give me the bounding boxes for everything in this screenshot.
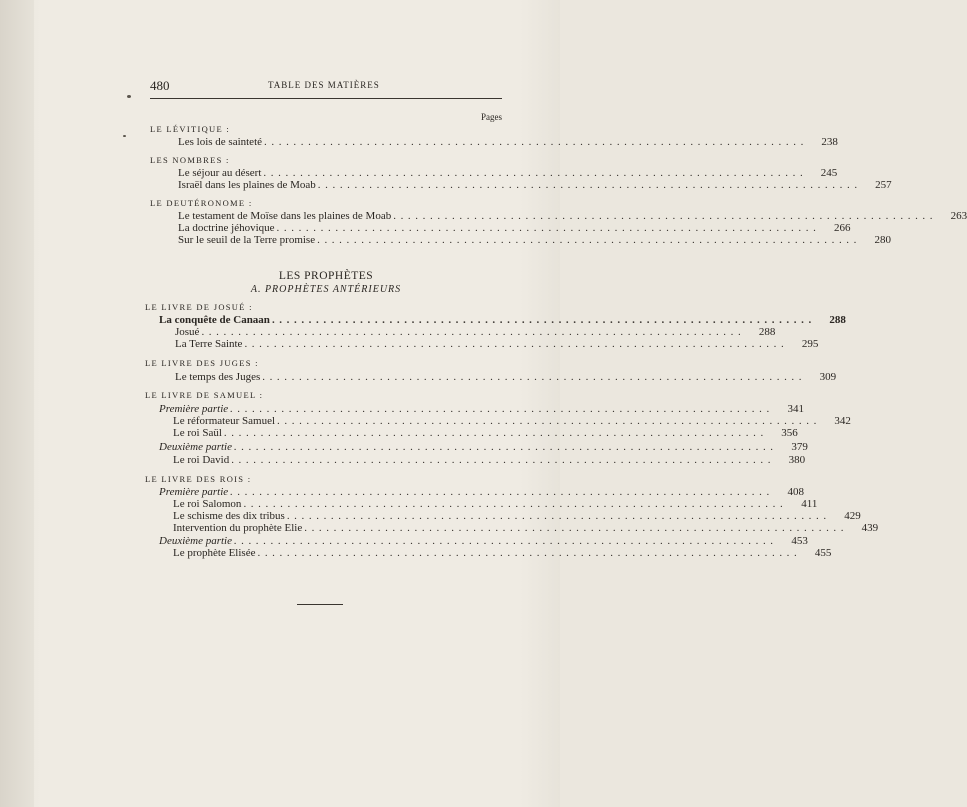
pages-column-label: Pages xyxy=(481,112,502,122)
entry-page: 380 xyxy=(788,454,806,466)
entry-title: Les lois de sainteté xyxy=(178,136,263,148)
dot-leader: .......................................................................... xyxy=(223,427,768,439)
running-title: TABLE DES MATIÈRES xyxy=(268,80,380,90)
dot-leader: .......................................................................... xyxy=(263,167,808,179)
section-heading-samuel: LE LIVRE DE SAMUEL : xyxy=(145,390,264,400)
dot-leader: .......................................................................... xyxy=(304,522,849,534)
dot-leader: .......................................................................... xyxy=(286,510,831,522)
dot-leader: .......................................................................... xyxy=(262,371,807,383)
entry-page: 408 xyxy=(787,486,805,498)
toc-entry[interactable] xyxy=(175,338,819,351)
dot-leader: .......................................................................... xyxy=(276,222,821,234)
toc-entry[interactable] xyxy=(173,427,798,440)
toc-entry[interactable] xyxy=(175,371,837,384)
section-heading-josue: LE LIVRE DE JOSUÉ : xyxy=(145,302,253,312)
entry-title: Deuxième partie xyxy=(159,441,232,453)
entry-title: Josué xyxy=(175,326,200,338)
section-heading-rois: LE LIVRE DES ROIS : xyxy=(145,474,252,484)
entry-title: La conquête de Canaan xyxy=(159,314,270,326)
toc-entry[interactable] xyxy=(159,441,808,454)
entry-page: 356 xyxy=(781,427,798,439)
entry-title: Le roi Saül xyxy=(173,427,222,439)
dot-leader: .......................................................................... xyxy=(257,547,802,559)
part-title: LES PROPHÈTES xyxy=(278,270,374,282)
entry-title: La Terre Sainte xyxy=(175,338,243,350)
entry-title: Deuxième partie xyxy=(159,535,232,547)
entry-title: Le temps des Juges xyxy=(175,371,261,383)
section-heading-nombres: LES NOMBRES : xyxy=(150,155,230,165)
toc-entry[interactable] xyxy=(178,136,838,149)
entry-title: Le réformateur Samuel xyxy=(173,415,276,427)
toc-entry[interactable] xyxy=(173,522,879,535)
entry-title: Le prophète Elisée xyxy=(173,547,256,559)
entry-title: Première partie xyxy=(159,403,229,415)
dot-leader: .......................................................................... xyxy=(264,136,808,148)
entry-page: 341 xyxy=(787,403,805,415)
dot-leader: .......................................................................... xyxy=(234,441,778,453)
dot-leader: .......................................................................... xyxy=(243,498,788,510)
page-number: 480 xyxy=(150,78,170,93)
entry-page: 257 xyxy=(875,179,892,191)
dot-leader: .......................................................................... xyxy=(393,210,938,222)
part-subtitle: A. PROPHÈTES ANTÉRIEURS xyxy=(250,284,402,295)
section-heading-levitique: LE LÉVITIQUE : xyxy=(150,124,231,134)
toc-entry[interactable] xyxy=(178,179,892,192)
entry-page: 288 xyxy=(829,314,846,326)
entry-title: Le roi David xyxy=(173,454,230,466)
dot-leader: .......................................................................... xyxy=(231,454,776,466)
entry-page: 429 xyxy=(844,510,861,522)
entry-page: 288 xyxy=(758,326,776,338)
entry-title: Sur le seuil de la Terre promise xyxy=(178,234,316,246)
entry-title: Le roi Salomon xyxy=(173,498,242,510)
entry-page: 455 xyxy=(814,547,832,559)
entry-page: 453 xyxy=(791,535,808,547)
dot-leader: .......................................................................... xyxy=(317,234,862,246)
entry-page: 263 xyxy=(950,210,967,222)
entry-page: 266 xyxy=(833,222,851,234)
entry-title: La doctrine jéhovique xyxy=(178,222,275,234)
entry-title: Le séjour au désert xyxy=(178,167,262,179)
dot-leader: .......................................................................... xyxy=(234,535,778,547)
entry-page: 342 xyxy=(834,415,851,427)
dot-leader: .......................................................................... xyxy=(230,486,775,498)
section-heading-juges: LE LIVRE DES JUGES : xyxy=(145,358,259,368)
entry-page: 411 xyxy=(801,498,818,510)
entry-title: Le testament de Moïse dans les plaines de Moab xyxy=(178,210,392,222)
entry-title: Le schisme des dix tribus xyxy=(173,510,285,522)
entry-page: 295 xyxy=(801,338,819,350)
toc-entry[interactable] xyxy=(173,547,832,560)
entry-title: Intervention du prophète Elie xyxy=(173,522,303,534)
entry-page: 309 xyxy=(819,371,837,383)
dot-leader: .......................................................................... xyxy=(230,403,775,415)
dot-leader: .......................................................................... xyxy=(317,179,862,191)
entry-page: 379 xyxy=(791,441,808,453)
end-rule xyxy=(297,604,343,605)
entry-page: 245 xyxy=(820,167,838,179)
entry-page: 280 xyxy=(874,234,892,246)
toc-entry[interactable] xyxy=(178,234,892,247)
dot-leader: .......................................................................... xyxy=(277,415,821,427)
entry-page: 238 xyxy=(821,136,838,148)
dot-leader: .......................................................................... xyxy=(271,314,816,326)
entry-title: Israël dans les plaines de Moab xyxy=(178,179,316,191)
dot-leader: .......................................................................... xyxy=(201,326,746,338)
toc-entry[interactable] xyxy=(173,454,806,467)
entry-page: 439 xyxy=(861,522,879,534)
dot-leader: .......................................................................... xyxy=(244,338,789,350)
entry-title: Première partie xyxy=(159,486,229,498)
section-heading-deuteronome: LE DEUTÉRONOME : xyxy=(150,198,253,208)
